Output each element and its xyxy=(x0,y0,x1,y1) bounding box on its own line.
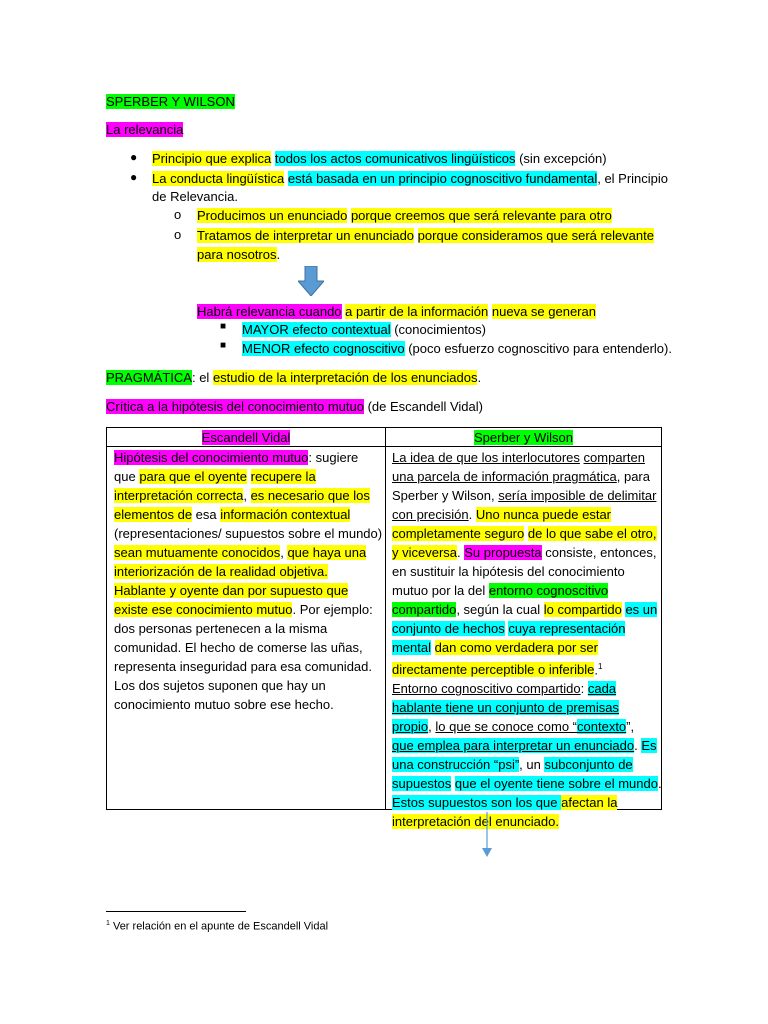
cell-text: : sugiere xyxy=(308,450,359,465)
cell-text: una construcción “psi” xyxy=(392,757,520,773)
cell-text: contexto xyxy=(577,719,627,735)
sub-bullet-circle: o xyxy=(174,227,182,242)
footnote-separator xyxy=(106,911,246,912)
cell-text: interpretación correcta xyxy=(114,488,244,503)
cell-text: que haya una xyxy=(287,545,367,560)
pragmatica-line xyxy=(106,369,481,387)
cell-text: , xyxy=(243,488,251,503)
cell-text: , xyxy=(280,545,288,560)
cell-text: comparten xyxy=(583,450,645,465)
square-bullet-icon: ■ xyxy=(220,321,227,332)
sub-bullet-circle: o xyxy=(174,207,182,222)
cell-text: Hablante y oyente dan por supuesto que xyxy=(114,583,349,598)
cell-text: , xyxy=(428,719,436,735)
comparison-table xyxy=(106,427,662,830)
relevance-part: nueva se generan xyxy=(491,304,596,319)
pragmatica-part: estudio de la interpretación de los enunciados xyxy=(212,370,478,385)
relevancia-title xyxy=(106,121,183,139)
square-bullet-icon: ■ xyxy=(220,340,227,351)
cell-text: conocimiento mutuo sobre ese hecho. xyxy=(114,697,334,712)
bullet-2-part: de Relevancia. xyxy=(152,189,238,204)
pragmatica-part: . xyxy=(477,370,482,385)
cell-text: directamente perceptible o inferible xyxy=(392,662,595,678)
bullet-2-part: está basada en un principio cognoscitivo fundamental xyxy=(287,171,598,186)
cell-text: completamente seguro xyxy=(392,526,525,541)
cell-text: subconjunto de xyxy=(544,757,633,773)
pragmatica-part: : el xyxy=(191,370,213,385)
critica-line xyxy=(106,398,483,416)
relevance-part: a partir de la información xyxy=(345,304,489,319)
cell-text: elementos de xyxy=(114,507,193,522)
cell-text: conjunto de hechos xyxy=(392,621,505,636)
cell-text: es necesario que los xyxy=(250,488,370,503)
cell-text: , según la cual xyxy=(456,602,544,617)
cell-text: es un xyxy=(625,602,658,617)
sub-bullet-2-part: porque consideramos que será relevante xyxy=(417,228,654,243)
cell-text: . Por ejemplo: xyxy=(292,602,373,617)
pragmatica-part: PRAGMÁTICA xyxy=(106,370,192,385)
sub-bullet-1-part: porque creemos que será relevante para otro xyxy=(350,208,612,223)
cell-text: sean mutuamente conocidos xyxy=(114,545,281,560)
cell-text: supuestos xyxy=(392,776,452,792)
cell-text: , para xyxy=(616,469,650,484)
mayor-line xyxy=(242,321,486,339)
cell-text: mutuo por la del xyxy=(392,583,489,598)
heading-text: SPERBER Y WILSON xyxy=(106,94,235,109)
cell-text: compartido xyxy=(392,602,457,617)
cell-text: Su propuesta xyxy=(464,545,542,560)
cell-text: que emplea para interpretar un enunciado xyxy=(392,738,635,754)
cell-text: entorno cognoscitivo xyxy=(488,583,609,598)
cell-text: dan como verdadera por ser xyxy=(434,640,598,655)
document-heading xyxy=(106,93,235,111)
relevance-line xyxy=(197,303,596,321)
cell-text: Sperber y Wilson, xyxy=(392,488,499,503)
cell-text: con precisión xyxy=(392,507,469,522)
relevance-part: Habrá relevancia cuando xyxy=(197,304,342,319)
mayor-part: MAYOR efecto contextual xyxy=(242,322,391,337)
cell-text: cada xyxy=(587,681,617,697)
cell-text: de lo que sabe el otro, xyxy=(527,526,657,541)
cell-text: propio xyxy=(392,719,429,735)
cell-text: Hipótesis del conocimiento mutuo xyxy=(114,450,309,465)
cell-text: en sustituir la hipótesis del conocimiento xyxy=(392,564,625,579)
cell-text: lo compartido xyxy=(543,602,622,617)
sub-bullet-2-part: . xyxy=(276,247,281,262)
cell-text: Uno nunca puede estar xyxy=(475,507,611,522)
cell-text: . xyxy=(468,507,476,522)
cell-text: . xyxy=(634,738,642,754)
cell-text: (representaciones/ supuestos sobre el mundo) xyxy=(114,526,383,541)
bullet-dot: ● xyxy=(130,150,138,164)
mayor-part: (conocimientos) xyxy=(390,322,486,337)
cell-text: La idea de que los interlocutores xyxy=(392,450,580,465)
cell-text: para que el oyente xyxy=(139,469,248,484)
menor-part: MENOR efecto cognoscitivo xyxy=(242,341,405,356)
cell-text: comunidad. El hecho de comerse las uñas, xyxy=(114,640,363,655)
table-column-divider xyxy=(385,428,386,809)
sub-bullet-2-part: Tratamos de interpretar un enunciado xyxy=(197,228,415,243)
footnote-mark: 1 xyxy=(106,920,110,927)
table-cell-left xyxy=(114,448,382,714)
cell-text: Los dos sujetos suponen que hay un xyxy=(114,678,326,693)
cell-text: una parcela de información pragmática xyxy=(392,469,617,484)
bullet-2-part: , el Principio xyxy=(597,171,669,186)
cell-text: . xyxy=(594,662,598,678)
cell-text: que el oyente tiene sobre el mundo xyxy=(454,776,658,792)
cell-text: interpretación del enunciado. xyxy=(392,814,559,830)
sub-bullet-1 xyxy=(197,207,612,225)
sub-bullet-2 xyxy=(197,227,654,245)
critica-part: (de Escandell Vidal) xyxy=(363,399,483,414)
footnote-ref: 1 xyxy=(597,662,603,671)
cell-text: y viceversa xyxy=(392,545,458,560)
cell-text: sería imposible de delimitar xyxy=(498,488,657,503)
table-header-divider xyxy=(107,446,661,447)
header-right-text: Sperber y Wilson xyxy=(474,430,573,445)
bullet-1 xyxy=(152,150,607,168)
cell-text: mental xyxy=(392,640,432,655)
cell-text: cuya representación xyxy=(508,621,626,636)
bullet-dot: ● xyxy=(130,170,138,184)
thin-down-arrow-icon xyxy=(480,812,494,861)
bullet-2-part: La conducta lingüística xyxy=(152,171,285,186)
cell-text: Estos supuestos son los que xyxy=(392,795,562,811)
cell-text: consiste, entonces, xyxy=(541,545,657,560)
cell-text: hablante tiene un conjunto de premisas xyxy=(392,700,619,716)
critica-part: Crítica a la hipótesis del conocimiento mutuo xyxy=(106,399,364,414)
cell-text: existe ese conocimiento mutuo xyxy=(114,602,293,617)
bullet-2 xyxy=(152,170,668,188)
cell-text: : xyxy=(580,681,588,697)
cell-text: . xyxy=(457,545,465,560)
sub-bullet-2-part: para nosotros xyxy=(197,247,277,262)
menor-part: (poco esfuerzo cognoscitivo para entenderlo). xyxy=(404,341,672,356)
cell-text: representa inseguridad para esa comunidad. xyxy=(114,659,373,674)
bullet-1-part: Principio que explica xyxy=(152,151,272,166)
header-left-text: Escandell Vidal xyxy=(201,430,291,445)
table-cell-right xyxy=(392,448,662,831)
cell-text: Es xyxy=(641,738,657,754)
bullet-2-cont xyxy=(152,188,238,206)
sub-bullet-1-part: Producimos un enunciado xyxy=(197,208,348,223)
down-arrow-icon xyxy=(298,266,324,296)
cell-text: interiorización de la realidad objetiva. xyxy=(114,564,328,579)
footnote xyxy=(106,916,328,935)
cell-text: afectan la xyxy=(561,795,618,811)
cell-text: dos personas pertenecen a la misma xyxy=(114,621,328,636)
cell-text: . xyxy=(657,776,662,792)
cell-text: que xyxy=(114,469,140,484)
cell-text: Entorno cognoscitivo compartido xyxy=(392,681,581,697)
cell-text: esa xyxy=(192,507,221,522)
cell-text: lo que se conoce como “ xyxy=(435,719,578,735)
bullet-1-part: (sin excepción) xyxy=(515,151,607,166)
cell-text: , un xyxy=(519,757,545,773)
sub-bullet-2-cont xyxy=(197,246,280,264)
menor-line xyxy=(242,340,672,358)
footnote-text: Ver relación en el apunte de Escandell Vidal xyxy=(109,920,329,933)
table-header-left xyxy=(107,429,385,446)
cell-text: información contextual xyxy=(220,507,351,522)
relevancia-title-text: La relevancia xyxy=(106,122,184,137)
cell-text: recupere la xyxy=(250,469,316,484)
bullet-1-part: todos los actos comunicativos lingüísticos xyxy=(274,151,516,166)
cell-text: ”, xyxy=(626,719,635,735)
table-header-right xyxy=(386,429,661,446)
